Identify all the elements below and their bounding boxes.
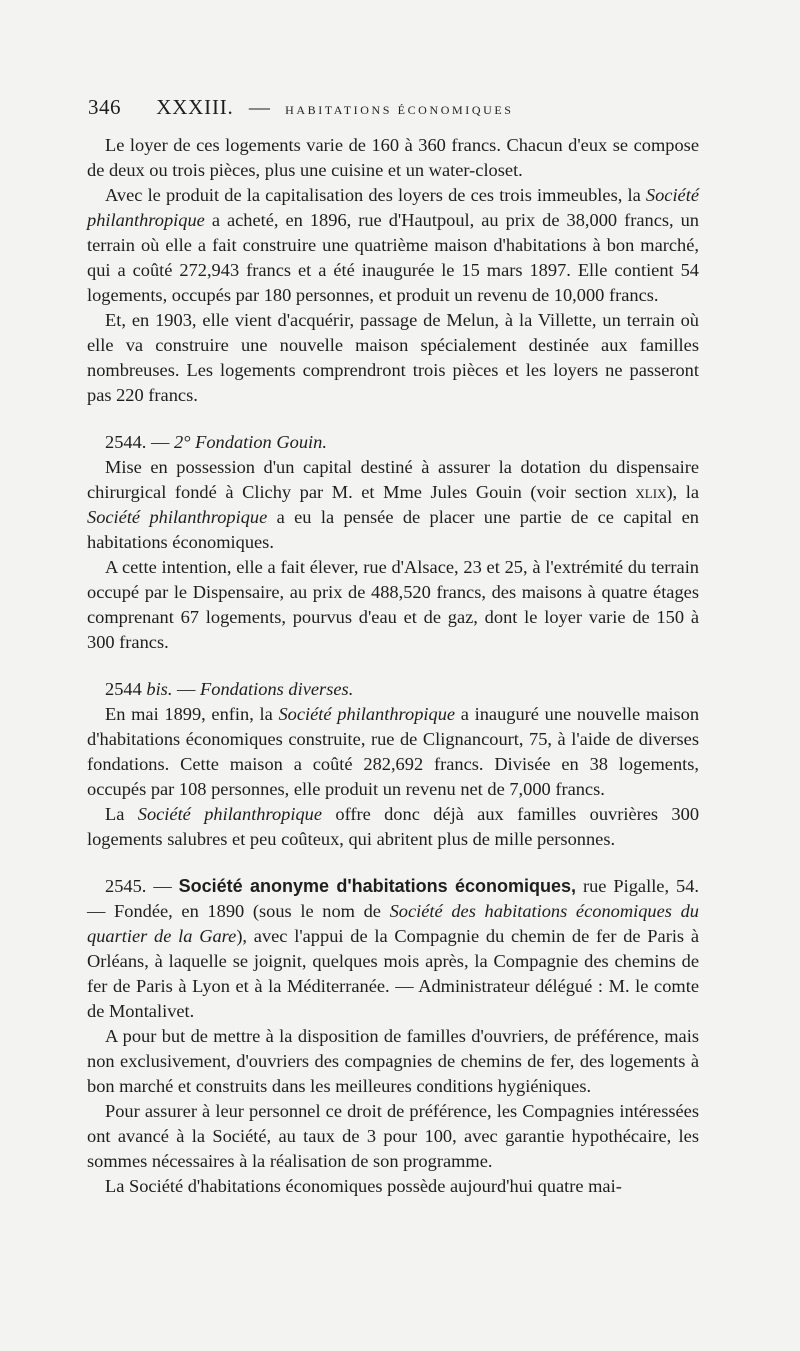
paragraph: Avec le produit de la capitalisation des loyers de ces trois immeubles, la Société philanthropique a acheté, en 1896, rue d'Hautpoul, au prix de 38,000 francs, un terrain où elle a fait construire une quatrième maison d'habitations à bon marché, qui a coûté 272,943 francs et a été inaugurée le 15 mars 1897. Elle contient 54 logements, occupés par 180 personnes, et produit un revenu de 10,000 francs. — [87, 185, 699, 305]
paragraph: La Société philanthropique offre donc déjà aux familles ouvrières 300 logements salubres et peu coûteux, qui abritent plus de mille personnes. — [87, 804, 700, 849]
paragraph: En mai 1899, enfin, la Société philanthropique a inauguré une nouvelle maison d'habitations économiques construite, rue de Clignancourt, 75, à l'aide de diverses fondations. Cette maison a coûté 282,692 francs. Divisée en 38 logements, occupés par 108 personnes, elle produit un revenu net de 7,000 francs. — [87, 704, 700, 799]
paragraph: A pour but de mettre à la disposition de familles d'ouvriers, de préférence, mais non exclusivement, d'ouvriers des compagnies de chemins de fer, des logements à bon marché et construits dans les meilleures conditions hygiéniques. — [87, 1026, 699, 1096]
section-number: 2544. — [105, 432, 147, 452]
society-former-name: Société des habitations économiques du quartier de la Gare — [87, 901, 699, 946]
paragraph: A cette intention, elle a fait élever, rue d'Alsace, 23 et 25, à l'extrémité du terrain occupé par le Dispensaire, au prix de 488,520 francs, des maisons à quatre étages comprenant 67 logements, pourvus d'eau et de gaz, dont le loyer varie de 150 à 300 francs. — [87, 557, 699, 652]
section-heading-title: 2° Fondation Gouin. — [173, 432, 327, 452]
header-dash: — — [248, 95, 270, 119]
society-name: Société philanthropique — [137, 804, 323, 824]
society-name: Société philanthropique — [87, 185, 699, 230]
section-ref: xlix — [635, 482, 667, 502]
section-heading-title: Société anonyme d'habitations économiques, — [178, 876, 577, 896]
section-heading-2544: 2544. — 2° Fondation Gouin. — [105, 432, 327, 452]
section-heading-2544-bis: 2544 bis. — Fondations diverses. — [105, 679, 354, 699]
society-name: Société philanthropique — [87, 507, 268, 527]
section-title: HABITATIONS ÉCONOMIQUES — [285, 103, 514, 117]
chapter-number: XXXIII. — [156, 95, 234, 119]
section-number: 2545. — [105, 876, 147, 896]
paragraph: Mise en possession d'un capital destiné à assurer la dotation du dispensaire chirurgical fondé à Clichy par M. et Mme Jules Gouin (voir section xlix), la Société philanthropique a eu la pensée de placer une partie de ce capital en habitations économiques. — [87, 457, 700, 552]
section-heading-title: Fondations diverses. — [200, 679, 354, 699]
paragraph: La Société d'habitations économiques possède aujourd'hui quatre mai- — [105, 1176, 622, 1196]
running-header — [88, 90, 708, 124]
page-number: 346 — [88, 95, 121, 119]
section-number: 2544 — [105, 679, 142, 699]
paragraph: Le loyer de ces logements varie de 160 à 360 francs. Chacun d'eux se compose de deux ou trois pièces, plus une cuisine et un water-closet. — [87, 135, 699, 180]
paragraph: Pour assurer à leur personnel ce droit de préférence, les Compagnies intéressées ont avancé à la Société, au taux de 3 pour 100, avec garantie hypothécaire, les sommes nécessaires à la réalisation de son programme. — [87, 1101, 699, 1171]
page-body — [87, 133, 699, 1199]
society-name: Société philanthropique — [278, 704, 456, 724]
paragraph: Et, en 1903, elle vient d'acquérir, passage de Melun, à la Villette, un terrain où elle va construire une nouvelle maison spécialement destinée aux familles nombreuses. Les logements comprendront trois pièces et les loyers ne passeront pas 220 francs. — [87, 310, 699, 405]
section-heading-2545: 2545. — Société anonyme d'habitations économiques, rue Pigalle, 54. — Fondée, en 1890 (sous le nom de Société des habitations économiques du quartier de la Gare), avec l'appui de la Compagnie du chemin de fer de Paris à Orléans, à laquelle se joignit, quelques mois après, la Compagnie des chemins de fer de Paris à Lyon et à la Méditerranée. — Administrateur délégué : M. le comte de Montalivet. — [87, 876, 699, 1021]
